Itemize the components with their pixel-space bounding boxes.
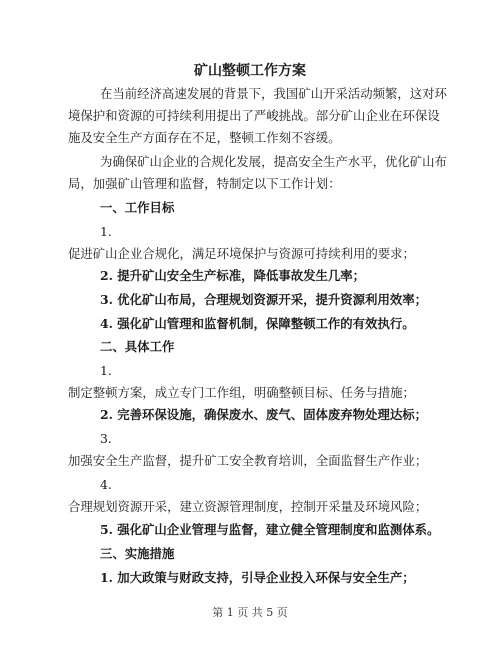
list-item: 加强安全生产监督，提升矿工安全教育培训，全面监督生产作业； — [68, 453, 428, 468]
list-number: 1. — [100, 224, 112, 239]
page-footer: 第 1 页 共 5 页 — [212, 606, 288, 619]
list-number: 4. — [100, 477, 112, 492]
section-heading-tasks: 二、具体工作 — [100, 339, 175, 354]
list-item: 1. 加大政策与财政支持，引导企业投入环保与安全生产； — [100, 570, 415, 585]
list-item: 合理规划资源开采，建立资源管理制度，控制开采量及环境风险； — [68, 499, 428, 514]
list-item: 3. 优化矿山布局，合理规划资源开采，提升资源利用效率； — [100, 292, 428, 307]
list-item: 4. 强化矿山管理和监督机制，保障整顿工作的有效执行。 — [100, 316, 415, 331]
intro-line-2: 境保护和资源的可持续利用提出了严峻挑战。部分矿山企业在环保设 — [68, 108, 440, 123]
intro-line-5: 局，加强矿山管理和监督，特制定以下工作计划： — [68, 176, 341, 191]
intro-line-1: 在当前经济高速发展的背景下，我国矿山开采活动频繁，这对环 — [100, 86, 447, 101]
list-number: 1. — [100, 363, 112, 378]
section-heading-measures: 三、实施措施 — [100, 546, 175, 561]
intro-line-3: 施及安全生产方面存在不足，整顿工作刻不容缓。 — [68, 130, 341, 145]
section-heading-goals: 一、工作目标 — [100, 200, 175, 215]
list-item: 制定整顿方案，成立专门工作组，明确整顿目标、任务与措施； — [68, 385, 415, 400]
list-item: 2. 完善环保设施，确保废水、废气、固体废弃物处理达标； — [100, 407, 428, 422]
list-item: 促进矿山企业合规化，满足环境保护与资源可持续利用的要求； — [68, 246, 415, 261]
list-number: 3. — [100, 431, 112, 446]
list-item: 5. 强化矿山企业管理与监督，建立健全管理制度和监测体系。 — [100, 522, 440, 537]
intro-line-4: 为确保矿山企业的合规化发展，提高安全生产水平，优化矿山布 — [100, 154, 447, 169]
list-item: 2. 提升矿山安全生产标准，降低事故发生几率； — [100, 268, 366, 283]
document-title: 矿山整顿工作方案 — [194, 63, 306, 79]
